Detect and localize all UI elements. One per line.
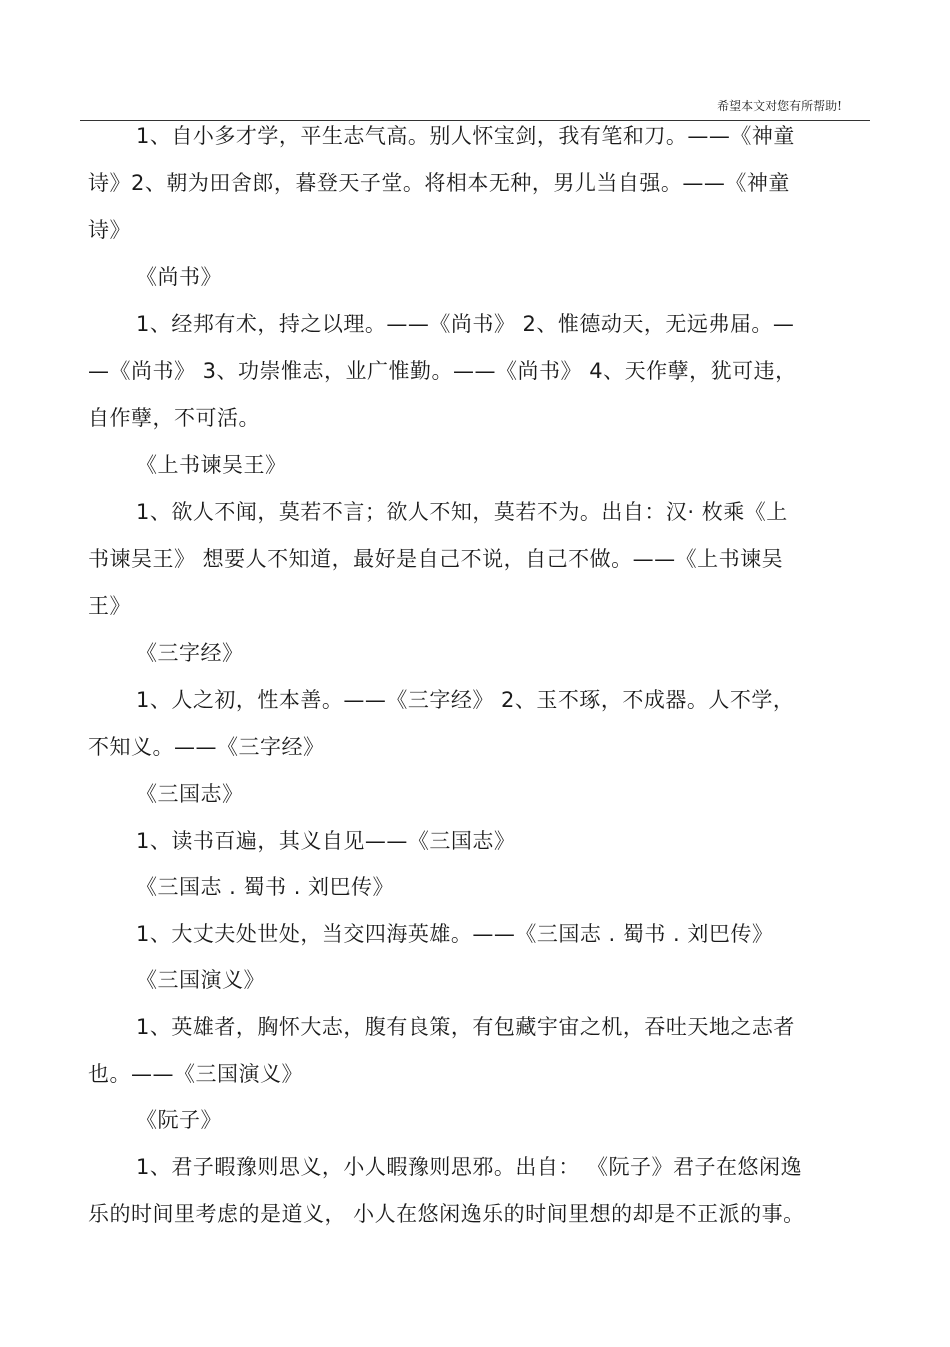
text-line: 乐的时间里考虑的是道义， 小人在悠闲逸乐的时间里想的却是不正派的事。 bbox=[88, 1202, 805, 1226]
text-line: 诗》2、朝为田舍郎，暮登天子堂。将相本无种，男儿当自强。——《神童 bbox=[88, 171, 790, 195]
text-line: 也。——《三国演义》 bbox=[88, 1062, 303, 1086]
section-title: 《三国志 . 蜀书 . 刘巴传》 bbox=[136, 875, 395, 899]
text-line: 1、人之初，性本善。——《三字经》 2、玉不琢，不成器。人不学， bbox=[136, 688, 795, 712]
header-note: 希望本文对您有所帮助! bbox=[717, 99, 842, 113]
text-line: 1、大丈夫处世处，当交四海英雄。——《三国志 . 蜀书 . 刘巴传》 bbox=[136, 922, 774, 946]
text-line: —《尚书》 3、功崇惟志，业广惟勤。——《尚书》 4、天作孽，犹可违， bbox=[88, 359, 797, 383]
header-rule bbox=[80, 120, 870, 121]
text-line: 不知义。——《三字经》 bbox=[88, 735, 325, 759]
text-line: 1、经邦有术，持之以理。——《尚书》 2、惟德动天，无远弗届。— bbox=[136, 312, 795, 336]
text-line: 自作孽，不可活。 bbox=[88, 406, 260, 430]
text-line: 王》 bbox=[88, 594, 131, 618]
text-line: 1、欲人不闻，莫若不言；欲人不知，莫若不为。出自：汉· 枚乘《上 bbox=[136, 500, 788, 524]
section-title: 《三国演义》 bbox=[136, 968, 265, 992]
text-line: 1、君子暇豫则思义，小人暇豫则思邪。出自： 《阮子》君子在悠闲逸 bbox=[136, 1155, 803, 1179]
section-title: 《三国志》 bbox=[136, 782, 244, 806]
section-title: 《三字经》 bbox=[136, 641, 244, 665]
section-title: 《阮子》 bbox=[136, 1108, 222, 1132]
text-line: 诗》 bbox=[88, 218, 131, 242]
section-title: 《上书谏吴王》 bbox=[136, 453, 287, 477]
section-title: 《尚书》 bbox=[136, 265, 222, 289]
text-line: 1、英雄者，胸怀大志，腹有良策，有包藏宇宙之机，吞吐天地之志者 bbox=[136, 1015, 795, 1039]
text-line: 书谏吴王》 想要人不知道，最好是自己不说，自己不做。——《上书谏吴 bbox=[88, 547, 784, 571]
text-line: 1、自小多才学，平生志气高。别人怀宝剑，我有笔和刀。——《神童 bbox=[136, 124, 795, 148]
text-line: 1、读书百遍，其义自见——《三国志》 bbox=[136, 829, 516, 853]
